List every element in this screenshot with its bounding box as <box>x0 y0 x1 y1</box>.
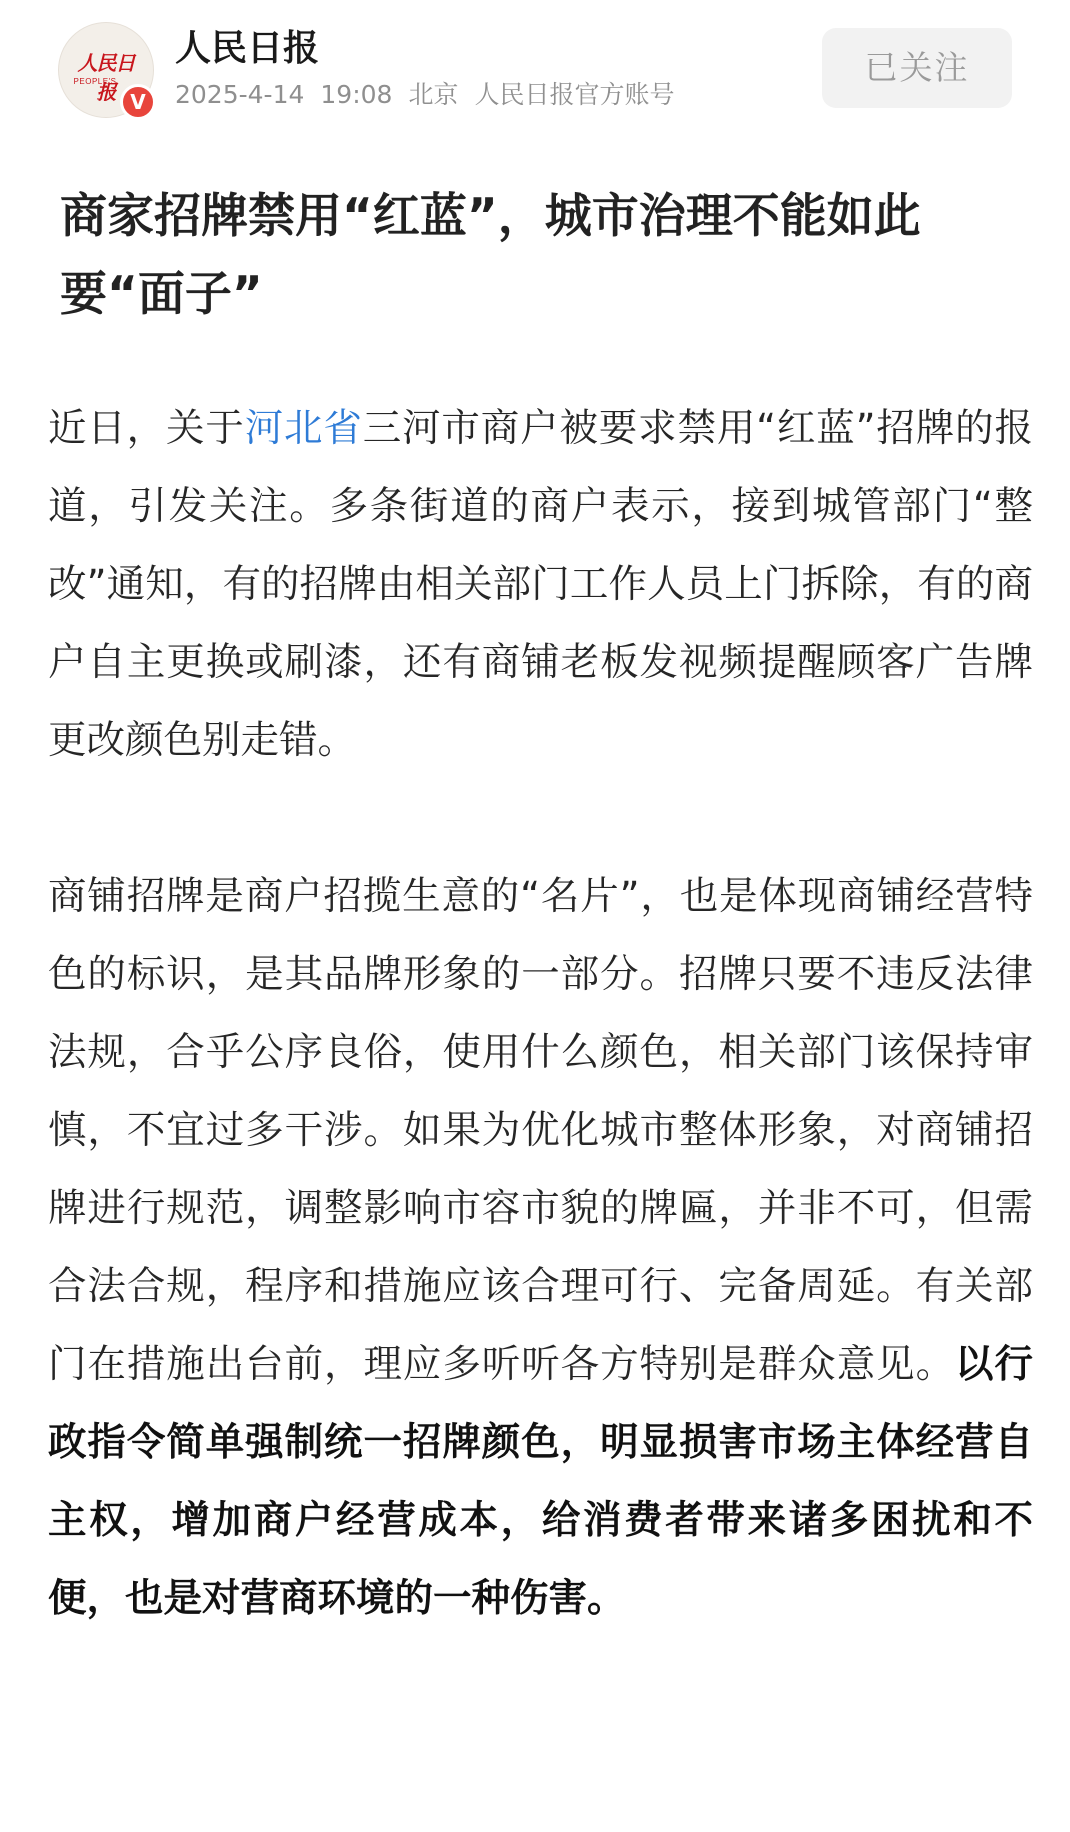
paragraph-2-emphasis: 以行政指令简单强制统一招牌颜色，明显损害市场主体经营自主权，增加商户经营成本，给消费者带来诸多困扰和不便，也是对营商环境的一种伤害。 <box>48 1342 1033 1621</box>
account-description: 人民日报官方账号 <box>474 80 675 109</box>
article-body <box>48 390 1033 1638</box>
post-location: 北京 <box>408 80 459 109</box>
paragraph-1-body: 三河市商户被要求禁用“红蓝”招牌的报道，引发关注。多条街道的商户表示，接到城管部门“整改”通知，有的招牌由相关部门工作人员上门拆除，有的商户自主更换或刷漆，还有商铺老板发视频提醒顾客广告牌更改颜色别走错。 <box>48 406 1033 763</box>
post-date: 2025-4-14 <box>175 80 305 109</box>
article-paragraph-1 <box>48 390 1033 780</box>
location-link-hebei[interactable]: 河北省 <box>244 406 363 451</box>
post-time: 19:08 <box>320 80 393 109</box>
article-header <box>0 0 1070 130</box>
people-daily-logo-sub: PEOPLE'S <box>73 77 117 86</box>
verified-badge-icon: V <box>120 84 156 120</box>
paragraph-2-body: 商铺招牌是商户招揽生意的“名片”，也是体现商铺经营特色的标识，是其品牌形象的一部分。招牌只要不违反法律法规，合乎公序良俗，使用什么颜色，相关部门该保持审慎，不宜过多干涉。如果为优化城市整体形象，对商铺招牌进行规范，调整影响市容市貌的牌匾，并非不可，但需合法合规，程序和措施应该合理可行、完备周延。有关部门在措施出台前，理应多听听各方特别是群众意见。 <box>48 874 1033 1387</box>
article-title: 商家招牌禁用“红蓝”，城市治理不能如此要“面子” <box>60 189 921 322</box>
paragraph-1-intro: 近日，关于 <box>48 406 245 451</box>
article-paragraph-2 <box>48 858 1033 1638</box>
people-daily-logo: 人民日报 <box>77 51 135 104</box>
follow-button[interactable]: 已关注 <box>822 28 1012 108</box>
post-meta <box>175 75 690 111</box>
account-name[interactable]: 人民日报 <box>175 28 320 69</box>
